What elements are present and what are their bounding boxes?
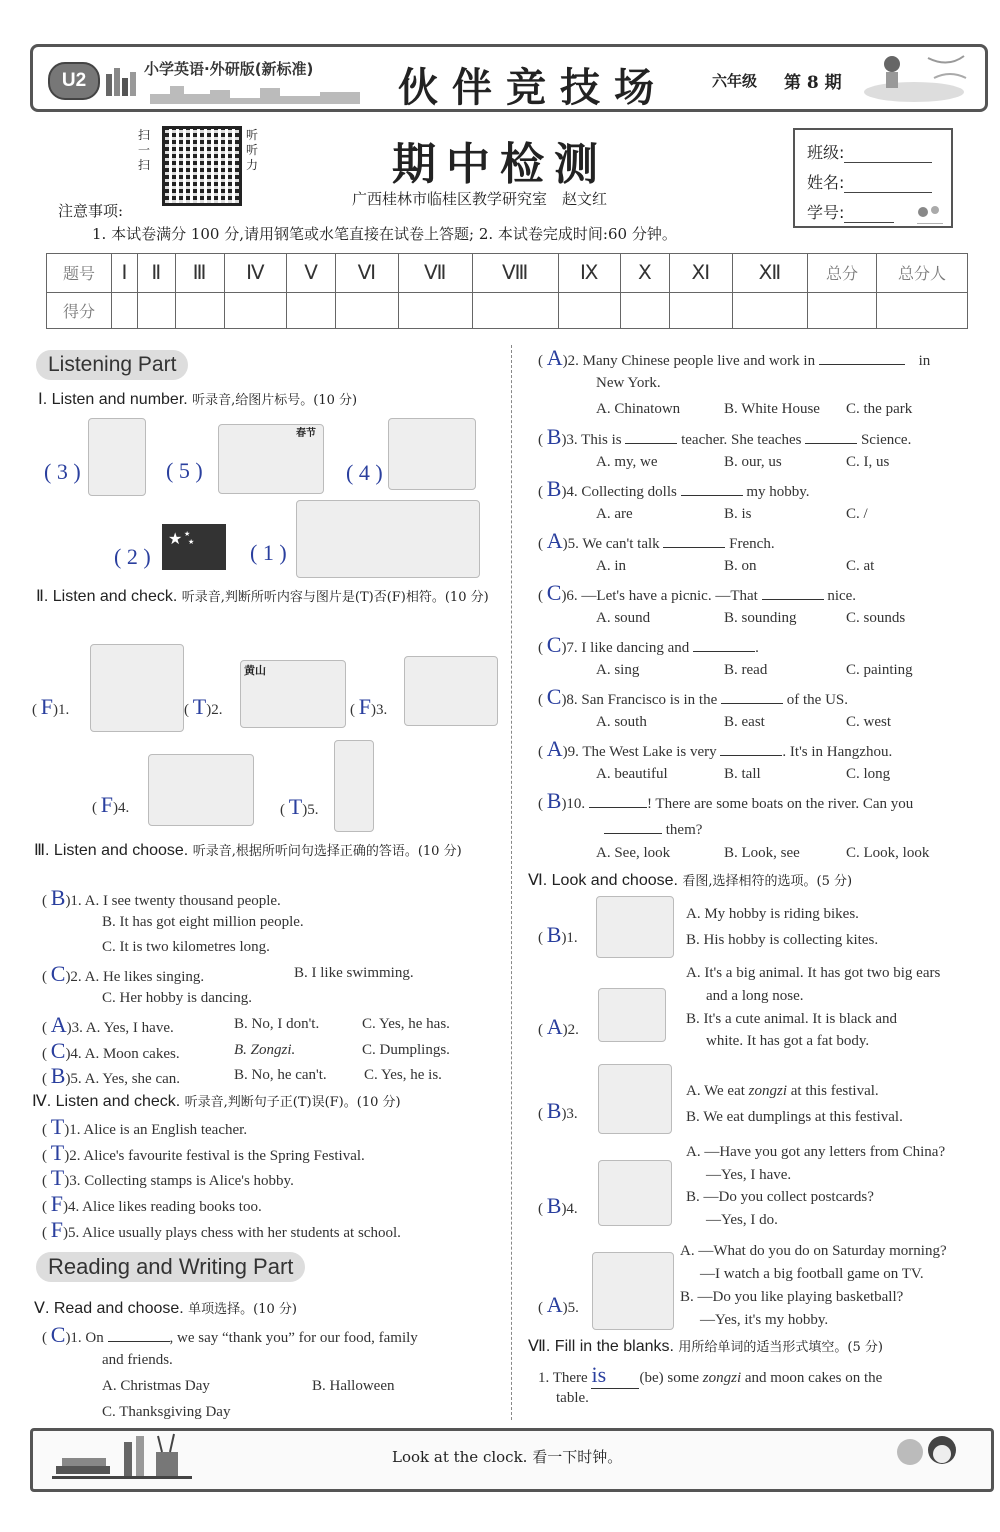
- s5-q7-a: A. sing: [596, 662, 640, 678]
- s3-answer-5: B: [50, 1063, 66, 1088]
- score-col: Ⅵ: [335, 254, 398, 293]
- section-1-instruction: 听录音,给图片标号。(10 分): [192, 393, 358, 408]
- s6-q2-a1: A. It's a big animal. It has got two big ears: [686, 965, 941, 981]
- city-skyline-icon: [150, 80, 360, 104]
- s6-q5: ( A)5.: [538, 1292, 579, 1317]
- score-cell[interactable]: [620, 292, 669, 328]
- s5-q5-a: A. in: [596, 558, 626, 574]
- s5-q8-b: B. east: [724, 714, 765, 730]
- s4-answer-1: T: [50, 1114, 65, 1139]
- s4-item-5: ( F)5. Alice usually plays chess with her students at school.: [42, 1217, 401, 1242]
- s5-q2-a: A. Chinatown: [596, 401, 681, 417]
- s7-answer-1[interactable]: is: [591, 1362, 639, 1389]
- score-cell[interactable]: [733, 292, 808, 328]
- score-col: Ⅶ: [398, 254, 472, 293]
- s7-q1-cont: table.: [556, 1390, 589, 1406]
- s6-answer-4: B: [546, 1193, 562, 1218]
- s6-q4: ( B)4.: [538, 1193, 578, 1218]
- score-col: Ⅸ: [558, 254, 620, 293]
- section-3-instruction: 听录音,根据所听问句选择正确的答语。(10 分): [192, 844, 462, 859]
- s5-q6-b: B. sounding: [724, 610, 797, 626]
- china-flag-image: [162, 524, 226, 570]
- section-5-title: Ⅴ. Read and choose.: [34, 1300, 184, 1317]
- score-col: Ⅴ: [287, 254, 336, 293]
- s5-q1-b: B. Halloween: [312, 1378, 395, 1394]
- s2-item-4: ( F)4.: [92, 792, 130, 817]
- number-field[interactable]: [807, 200, 894, 223]
- svg-text:★: ★: [168, 529, 183, 548]
- flower-icon: [913, 202, 947, 224]
- score-col-grader: 总分人: [877, 254, 968, 293]
- answer-s1-d: ( 2 ): [114, 544, 151, 569]
- s5-q6-a: A. sound: [596, 610, 651, 626]
- score-cell[interactable]: [224, 292, 287, 328]
- score-cell[interactable]: [808, 292, 877, 328]
- section-4-instruction: 听录音,判断句子正(T)误(F)。(10 分): [184, 1095, 401, 1110]
- s2-answer-5: T: [288, 794, 303, 819]
- s5-q3-c: C. I, us: [846, 454, 890, 470]
- score-cell[interactable]: [335, 292, 398, 328]
- desk-books-icon: [52, 1432, 192, 1482]
- s2-item-2: ( T)2.: [184, 694, 223, 719]
- s5-q2: ( A)2. Many Chinese people live and work in in: [538, 345, 931, 370]
- s5-q3-b: B. our, us: [724, 454, 782, 470]
- number-label: 学号:: [807, 203, 845, 222]
- s5-q7: ( C)7. I like dancing and .: [538, 632, 759, 657]
- score-row-label: 得分: [47, 292, 112, 328]
- section-2-heading: [36, 585, 506, 609]
- s5-q10-cont: them?: [604, 819, 702, 839]
- score-col: Ⅻ: [733, 254, 808, 293]
- score-col: Ⅳ: [224, 254, 287, 293]
- s4-answer-2: T: [50, 1140, 65, 1165]
- s5-q5: ( A)5. We can't talk French.: [538, 528, 775, 553]
- s4-item-1: ( T)1. Alice is an English teacher.: [42, 1114, 248, 1139]
- s5-q9-b: B. tall: [724, 766, 761, 782]
- section-5-instruction: 单项选择。(10 分): [188, 1302, 297, 1317]
- s5-q2-c: C. the park: [846, 401, 913, 417]
- score-col: Ⅷ: [472, 254, 558, 293]
- family-dumplings-image: [598, 1064, 672, 1134]
- s6-q4-a2: —Yes, I have.: [706, 1167, 792, 1183]
- svg-text:★: ★: [184, 530, 191, 538]
- class-label: 班级:: [807, 143, 845, 162]
- section-1-title: Ⅰ. Listen and number.: [38, 391, 188, 408]
- s3-q2: ( C)2. A. He likes singing.: [42, 961, 205, 986]
- elephant-image: [598, 988, 666, 1042]
- section-3-title: Ⅲ. Listen and choose.: [34, 842, 189, 859]
- kids-illustration-icon: [888, 1430, 968, 1484]
- s5-q5-b: B. on: [724, 558, 757, 574]
- section-7-title: Ⅶ. Fill in the blanks.: [528, 1338, 674, 1355]
- s2-answer-4: F: [100, 792, 113, 817]
- s5-q2-cont: New York.: [596, 375, 661, 391]
- s5-q10: ( B)10. ! There are some boats on the river. Can you: [538, 788, 914, 813]
- street-bikes-image: [404, 656, 498, 726]
- s5-answer-1: C: [50, 1322, 66, 1347]
- s2-answer-2: T: [192, 694, 207, 719]
- s3-answer-1: B: [50, 885, 66, 910]
- s6-answer-5: A: [546, 1292, 563, 1317]
- s3-q4: ( C)4. A. Moon cakes.: [42, 1038, 180, 1063]
- s5-answer-10: B: [546, 788, 562, 813]
- s6-q2-b1: B. It's a cute animal. It is black and: [686, 1011, 897, 1027]
- notes-heading: 注意事项:: [58, 202, 124, 220]
- score-table: [46, 253, 968, 329]
- s6-q1-b: B. His hobby is collecting kites.: [686, 932, 879, 948]
- s5-q5-c: C. at: [846, 558, 875, 574]
- answer-s1-b: ( 5 ): [166, 458, 203, 483]
- s5-q9-c: C. long: [846, 766, 891, 782]
- section-2-instruction: 听录音,判断所听内容与图片是(T)否(F)相符。(10 分): [181, 590, 489, 605]
- score-cell[interactable]: [287, 292, 336, 328]
- s6-q2: ( A)2.: [538, 1014, 579, 1039]
- s5-q6-c: C. sounds: [846, 610, 906, 626]
- s5-q9-a: A. beautiful: [596, 766, 668, 782]
- s6-q5-b1: B. —Do you like playing basketball?: [680, 1289, 904, 1305]
- s5-answer-5: A: [546, 528, 563, 553]
- qr-code-icon[interactable]: [162, 126, 242, 206]
- s4-answer-5: F: [50, 1217, 63, 1242]
- s6-q4-b1: B. —Do you collect postcards?: [686, 1189, 874, 1205]
- qr-right-label: 听听力: [246, 128, 259, 172]
- s3-q5-b: B. No, he can't.: [234, 1067, 327, 1083]
- s5-q7-b: B. read: [724, 662, 768, 678]
- s7-q1: 1. There is (be) some zongzi and moon cakes on the: [538, 1362, 883, 1387]
- s3-q3: ( A)3. A. Yes, I have.: [42, 1012, 174, 1037]
- footer-text: Look at the clock. 看一下时钟。: [392, 1448, 623, 1466]
- s5-q8: ( C)8. San Francisco is in the of the US.: [538, 684, 848, 709]
- s5-q3: ( B)3. This is teacher. She teaches Science.: [538, 424, 912, 449]
- s5-q4: ( B)4. Collecting dolls my hobby.: [538, 476, 810, 501]
- column-divider: [511, 345, 512, 1420]
- s5-q1-a: A. Christmas Day: [102, 1378, 210, 1394]
- paper-name: 伙伴竞技场: [398, 64, 668, 111]
- score-header-row: [47, 254, 968, 293]
- s5-q3-a: A. my, we: [596, 454, 658, 470]
- score-cell[interactable]: [558, 292, 620, 328]
- score-cell[interactable]: [472, 292, 558, 328]
- qr-left-label: 扫一扫: [138, 128, 151, 172]
- section-2-title: Ⅱ. Listen and check.: [36, 588, 178, 605]
- boy-kite-image: [334, 740, 374, 832]
- s3-q5: ( B)5. A. Yes, she can.: [42, 1063, 181, 1088]
- section-7-heading: [528, 1336, 883, 1356]
- section-6-instruction: 看图,选择相符的选项。(5 分): [682, 874, 853, 889]
- s6-q2-a2: and a long nose.: [706, 988, 804, 1004]
- s5-q10-a: A. See, look: [596, 845, 671, 861]
- s2-item-5: ( T)5.: [280, 794, 319, 819]
- s3-q4-b: B. Zongzi.: [234, 1042, 296, 1058]
- s3-q1-c: C. It is two kilometres long.: [102, 939, 270, 955]
- s5-answer-3: B: [546, 424, 562, 449]
- score-col: Ⅲ: [175, 254, 224, 293]
- notes-text: 1. 本试卷满分 100 分,请用钢笔或水笔直接在试卷上答题; 2. 本试卷完成时间:60 分钟。: [92, 225, 677, 243]
- score-col-total: 总分: [808, 254, 877, 293]
- s7-q1-rest: (be) some zongzi and moon cakes on the: [639, 1370, 883, 1386]
- section-6-title: Ⅵ. Look and choose.: [528, 872, 678, 889]
- score-col: Ⅱ: [138, 254, 176, 293]
- score-cell[interactable]: [877, 292, 968, 328]
- test-title: 期中检测: [392, 139, 608, 190]
- s4-item-3: ( T)3. Collecting stamps is Alice's hobby.: [42, 1165, 294, 1190]
- s3-answer-4: C: [50, 1038, 66, 1063]
- grade-label: 六年级: [712, 72, 758, 90]
- s2-answer-1: F: [40, 694, 53, 719]
- s3-q4-c: C. Dumplings.: [362, 1042, 450, 1058]
- s5-q1-c: C. Thanksgiving Day: [102, 1404, 231, 1420]
- s6-q5-b2: —Yes, it's my hobby.: [700, 1312, 829, 1328]
- score-row-label: 题号: [47, 254, 112, 293]
- s3-answer-2: C: [50, 961, 66, 986]
- student-info-box: [793, 128, 953, 228]
- section-4-heading: [32, 1091, 401, 1111]
- s6-answer-3: B: [546, 1098, 562, 1123]
- class-field[interactable]: [807, 140, 932, 163]
- section-1-heading: [38, 389, 357, 409]
- great-wall-image: [296, 500, 480, 578]
- s3-q5-c: C. Yes, he is.: [364, 1067, 442, 1083]
- answer-s1-e: ( 1 ): [250, 540, 287, 565]
- score-cell[interactable]: [138, 292, 176, 328]
- s5-q8-a: A. south: [596, 714, 647, 730]
- spring-festival-label: 春节: [296, 428, 316, 439]
- answer-s1-a: ( 3 ): [44, 459, 81, 484]
- s5-q4-b: B. is: [724, 506, 752, 522]
- s5-q1-cont: and friends.: [102, 1352, 173, 1368]
- s5-q4-c: C. /: [846, 506, 868, 522]
- s6-q1-a: A. My hobby is riding bikes.: [686, 906, 859, 922]
- postcards-image: [598, 1160, 672, 1226]
- series-label: 小学英语·外研版(新标准): [144, 60, 314, 78]
- s5-answer-4: B: [546, 476, 562, 501]
- s6-q3: ( B)3.: [538, 1098, 578, 1123]
- s3-q3-b: B. No, I don't.: [234, 1016, 320, 1032]
- lion-dance-image: [90, 644, 184, 732]
- s5-q4-a: A. are: [596, 506, 633, 522]
- s6-q4-b2: —Yes, I do.: [706, 1212, 778, 1228]
- score-col: Ⅰ: [112, 254, 138, 293]
- s4-answer-3: T: [50, 1165, 65, 1190]
- s5-q9: ( A)9. The West Lake is very . It's in Hangzhou.: [538, 736, 893, 761]
- s2-item-3: ( F)3.: [350, 694, 388, 719]
- girl-eating-image: [148, 754, 254, 826]
- section-4-title: Ⅳ. Listen and check.: [32, 1093, 181, 1110]
- girl-illustration-icon: [858, 48, 970, 104]
- s2-answer-3: F: [358, 694, 371, 719]
- huangshan-label: 黄山: [244, 664, 266, 677]
- s3-q2-b: B. I like swimming.: [294, 965, 414, 981]
- author-line: 广西桂林市临桂区教学研究室 赵文红: [352, 190, 608, 208]
- s6-q5-a2: —I watch a big football game on TV.: [700, 1266, 924, 1282]
- s6-q1: ( B)1.: [538, 922, 578, 947]
- section-6-heading: [528, 870, 852, 890]
- s5-q10-b: B. Look, see: [724, 845, 800, 861]
- s6-q4-a1: A. —Have you got any letters from China?: [686, 1144, 946, 1160]
- section-3-heading: [34, 839, 504, 863]
- s6-q3-b: B. We eat dumplings at this festival.: [686, 1109, 903, 1125]
- s6-answer-1: B: [546, 922, 562, 947]
- s5-q10-c: C. Look, look: [846, 845, 930, 861]
- score-cell[interactable]: [398, 292, 472, 328]
- score-col: Ⅹ: [620, 254, 669, 293]
- s5-q1: ( C)1. On , we say “thank you” for our food, family: [42, 1322, 418, 1347]
- reading-part-title: Reading and Writing Part: [36, 1252, 305, 1282]
- section-5-heading: [34, 1298, 297, 1318]
- score-cell[interactable]: [669, 292, 732, 328]
- s5-answer-6: C: [546, 580, 562, 605]
- s2-item-1: ( F)1.: [32, 694, 70, 719]
- s4-answer-4: F: [50, 1191, 63, 1216]
- listening-part-title: Listening Part: [36, 350, 188, 380]
- s3-answer-3: A: [50, 1012, 67, 1037]
- s5-answer-2: A: [546, 345, 563, 370]
- score-cell[interactable]: [112, 292, 138, 328]
- girl-camera-image: [88, 418, 146, 496]
- s3-q1: ( B)1. A. I see twenty thousand people.: [42, 885, 281, 910]
- answer-s1-c: ( 4 ): [346, 460, 383, 485]
- s5-answer-8: C: [546, 684, 562, 709]
- s5-q8-c: C. west: [846, 714, 891, 730]
- s5-q7-c: C. painting: [846, 662, 913, 678]
- score-value-row: [47, 292, 968, 328]
- s5-q6: ( C)6. —Let's have a picnic. —That nice.: [538, 580, 857, 605]
- svg-text:★: ★: [188, 538, 195, 546]
- stamps-image: [388, 418, 476, 490]
- section-7-instruction: 用所给单词的适当形式填空。(5 分): [678, 1340, 883, 1355]
- s4-item-2: ( T)2. Alice's favourite festival is the Spring Festival.: [42, 1140, 365, 1165]
- s4-item-4: ( F)4. Alice likes reading books too.: [42, 1191, 262, 1216]
- s6-q5-a1: A. —What do you do on Saturday morning?: [680, 1243, 947, 1259]
- score-cell[interactable]: [175, 292, 224, 328]
- tv-football-image: [592, 1252, 674, 1330]
- s3-q1-b: B. It has got eight million people.: [102, 914, 304, 930]
- s5-q2-b: B. White House: [724, 401, 820, 417]
- s3-q3-c: C. Yes, he has.: [362, 1016, 450, 1032]
- name-field[interactable]: [807, 170, 932, 193]
- unit-badge: U2: [48, 62, 100, 100]
- s5-answer-9: A: [546, 736, 563, 761]
- s6-q2-b2: white. It has got a fat body.: [706, 1033, 870, 1049]
- s3-q2-c: C. Her hobby is dancing.: [102, 990, 252, 1006]
- issue-label: 第 8 期: [784, 73, 842, 93]
- kites-image: [596, 896, 674, 958]
- name-label: 姓名:: [807, 173, 845, 192]
- score-col: Ⅺ: [669, 254, 732, 293]
- s6-q3-a: A. We eat zongzi at this festival.: [686, 1083, 879, 1099]
- books-icon: [104, 64, 138, 98]
- s5-answer-7: C: [546, 632, 562, 657]
- s6-answer-2: A: [546, 1014, 563, 1039]
